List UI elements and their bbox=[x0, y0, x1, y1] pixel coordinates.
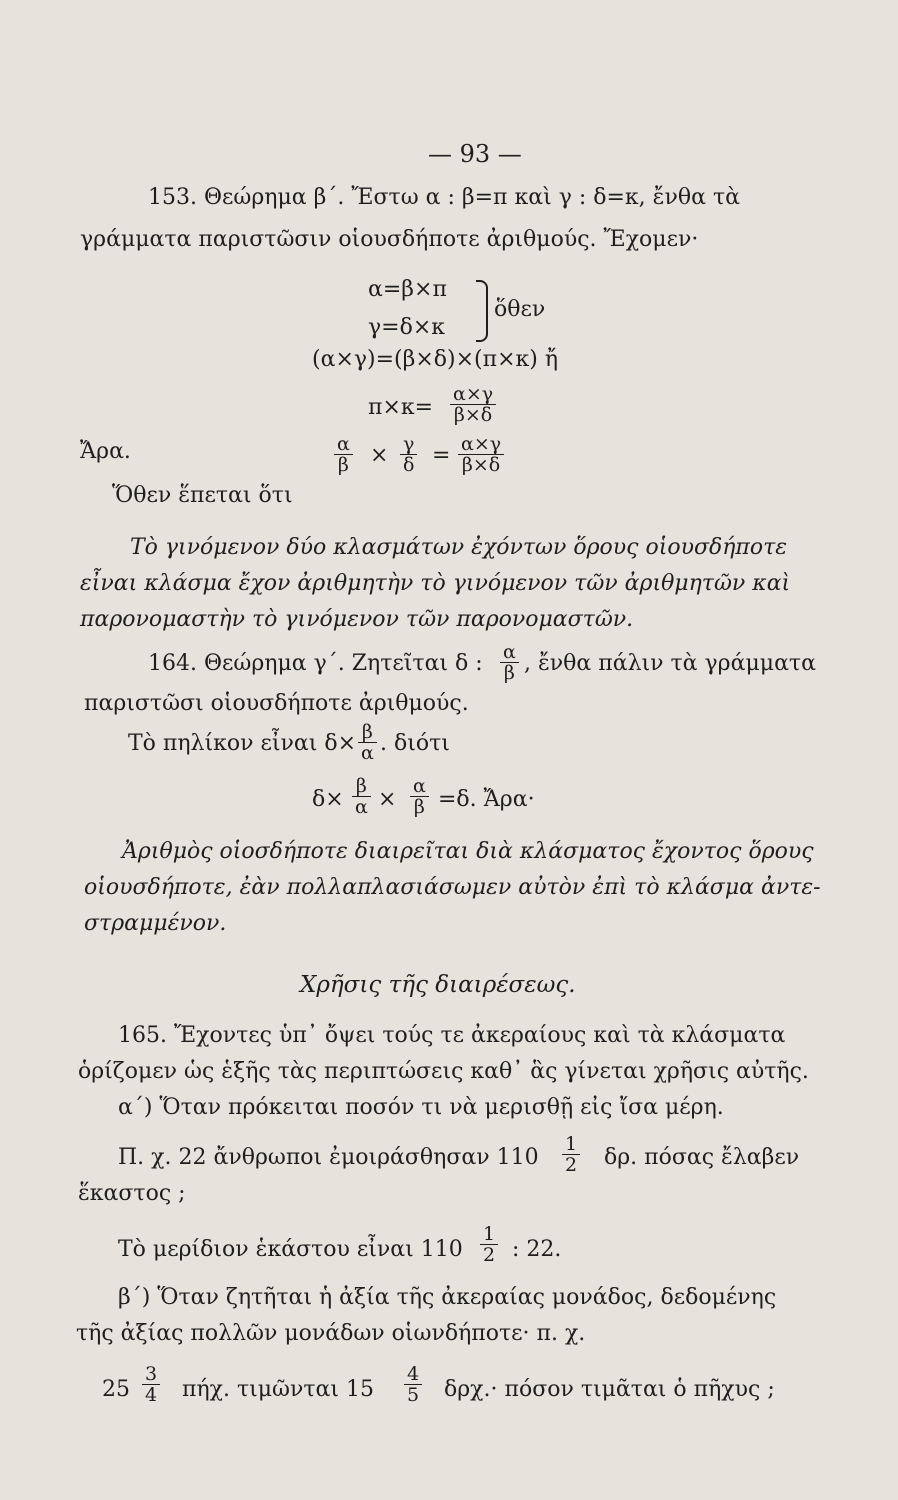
rule-164-line1: Ἀριθμὸς οἱοσδήποτε διαιρεῖται διὰ κλάσματος ἔχοντος ὅρους bbox=[122, 839, 814, 864]
fraction-numerator: 1 bbox=[562, 1134, 580, 1155]
rule-164-line2: οἱουσδήποτε, ἐὰν πολλαπλασιάσωμεν αὐτὸν ἐπὶ τὸ κλάσμα ἀντε- bbox=[84, 875, 821, 900]
para-165-line2: ὁρίζομεν ὡς ἑξῆς τὰς περιπτώσεις καθ᾿ ἃς γίνεται χρῆσις αὐτῆς. bbox=[78, 1059, 809, 1084]
example-b-b: πήχ. τιμῶνται 15 bbox=[182, 1377, 375, 1402]
para-165-line1: 165. Ἔχοντες ὑπ᾿ ὄψει τούς τε ἀκεραίους καὶ τὰ κλάσματα bbox=[118, 1023, 786, 1048]
fraction-four-fifths bbox=[404, 1364, 422, 1405]
check-fraction-1 bbox=[352, 776, 371, 817]
check-line-b: =δ. Ἄρα· bbox=[438, 787, 535, 812]
fraction-denominator: β bbox=[337, 454, 349, 476]
fraction-numerator: β bbox=[358, 722, 377, 743]
fraction-three-quarters bbox=[142, 1364, 160, 1405]
check-fraction-2 bbox=[410, 776, 429, 817]
rule-153-line2: εἶναι κλάσμα ἔχον ἀριθμητὴν τὸ γινόμενον τῶν ἀριθμητῶν καὶ bbox=[80, 571, 791, 596]
fraction-denominator: 5 bbox=[407, 1384, 420, 1406]
fraction-one-half bbox=[480, 1224, 498, 1265]
page-number: — 93 — bbox=[428, 140, 522, 168]
answer-a: Τὸ μερίδιον ἑκάστου εἶναι 110 bbox=[118, 1237, 463, 1262]
fraction-numerator: 1 bbox=[480, 1224, 498, 1245]
fraction-numerator: β bbox=[352, 776, 371, 797]
example-b-a: 25 bbox=[102, 1377, 130, 1402]
example-a-line2: ἕκαστος ; bbox=[78, 1181, 186, 1206]
fraction-b-over-a bbox=[358, 722, 377, 763]
rule-153-line1: Τὸ γινόμενον δύο κλασμάτων ἐχόντων ὅρους οἱουσδήποτε bbox=[130, 535, 788, 560]
case-b-line1: β΄) Ὅταν ζητῆται ἡ ἀξία τῆς ἀκεραίας μονάδος, δεδομένης bbox=[118, 1285, 777, 1310]
example-a-line1b: δρ. πόσας ἔλαβεν bbox=[604, 1145, 800, 1170]
fraction-numerator: 3 bbox=[142, 1364, 160, 1385]
equation-4-fraction bbox=[450, 384, 496, 425]
fraction-numerator: γ bbox=[400, 434, 417, 455]
check-line-a: δ× bbox=[312, 787, 344, 812]
fraction-a-b bbox=[334, 434, 353, 475]
theorem-164-line1a: 164. Θεώρημα γ΄. Ζητεῖται δ : bbox=[148, 651, 483, 676]
answer-a-b: : 22. bbox=[512, 1237, 562, 1262]
times-sign: × bbox=[378, 787, 397, 812]
section-heading: Χρῆσις τῆς διαιρέσεως. bbox=[300, 972, 576, 998]
fraction-numerator: α×γ bbox=[450, 384, 496, 405]
quotient-line-a: Τὸ πηλίκον εἶναι δ× bbox=[128, 731, 357, 756]
fraction-denominator: β bbox=[503, 662, 515, 684]
fraction-denominator: α bbox=[355, 796, 368, 818]
equation-2: γ=δ×κ bbox=[368, 315, 446, 340]
rule-153-line3: παρονομαστὴν τὸ γινόμενον τῶν παρονομαστῶν. bbox=[80, 607, 634, 632]
theorem-164-line1b: , ἔνθα πάλιν τὰ γράμματα bbox=[524, 651, 816, 676]
fraction-numerator: 4 bbox=[404, 1364, 422, 1385]
rule-164-line3: στραμμένον. bbox=[84, 911, 227, 936]
brace-label: ὅθεν bbox=[494, 297, 546, 322]
fraction-numerator: α bbox=[410, 776, 429, 797]
fraction-denominator: β×δ bbox=[453, 404, 493, 426]
right-brace bbox=[476, 280, 488, 342]
othen-line: Ὅθεν ἕπεται ὅτι bbox=[112, 483, 293, 508]
fraction-denominator: 4 bbox=[145, 1384, 158, 1406]
fraction-a-over-b bbox=[500, 642, 519, 683]
equation-1: α=β×π bbox=[368, 277, 447, 302]
fraction-g-d bbox=[400, 434, 417, 475]
fraction-one-half bbox=[562, 1134, 580, 1175]
times-sign: × bbox=[370, 443, 389, 468]
fraction-denominator: 2 bbox=[565, 1154, 578, 1176]
theorem-153-line1: 153. Θεώρημα β΄. Ἔστω α : β=π καὶ γ : δ=κ, ἔνθα τὰ bbox=[148, 185, 740, 210]
fraction-denominator: δ bbox=[403, 454, 415, 476]
theorem-153-line2: γράμματα παριστῶσιν οἱουσδήποτε ἀριθμούς. Ἔχομεν· bbox=[80, 227, 699, 252]
example-b-c: δρχ.· πόσον τιμᾶται ὁ πῆχυς ; bbox=[444, 1377, 775, 1402]
equation-4-left: π×κ= bbox=[368, 395, 434, 420]
case-b-line2: τῆς ἀξίας πολλῶν μονάδων οἱωνδήποτε· π. χ. bbox=[76, 1321, 586, 1346]
fraction-denominator: β×δ bbox=[461, 454, 501, 476]
case-a: α΄) Ὅταν πρόκειται ποσόν τι νὰ μερισθῇ εἰς ἴσα μέρη. bbox=[118, 1095, 724, 1120]
fraction-denominator: α bbox=[361, 742, 374, 764]
equals-sign: = bbox=[432, 443, 451, 468]
fraction-numerator: α×γ bbox=[458, 434, 504, 455]
theorem-164-line2: παριστῶσι οἱουσδήποτε ἀριθμούς. bbox=[84, 691, 469, 716]
fraction-numerator: α bbox=[500, 642, 519, 663]
ara-label: Ἄρα. bbox=[80, 439, 131, 464]
example-a-line1: Π. χ. 22 ἄνθρωποι ἐμοιράσθησαν 110 bbox=[118, 1145, 539, 1170]
fraction-numerator: α bbox=[334, 434, 353, 455]
fraction-product bbox=[458, 434, 504, 475]
fraction-denominator: β bbox=[413, 796, 425, 818]
equation-3: (α×γ)=(β×δ)×(π×κ) ἤ bbox=[312, 347, 559, 372]
fraction-denominator: 2 bbox=[483, 1244, 496, 1266]
quotient-line-b: . διότι bbox=[380, 731, 450, 756]
